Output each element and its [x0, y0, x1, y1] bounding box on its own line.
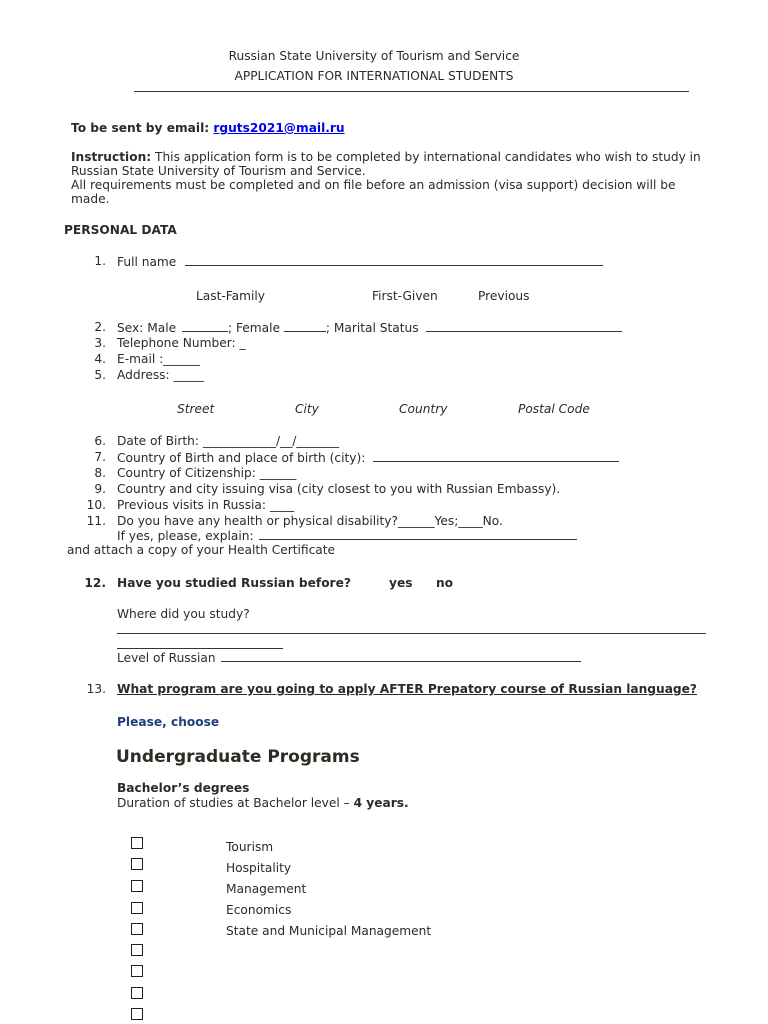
- item-number: 3.: [94, 336, 106, 350]
- instruction-line-1: [71, 150, 701, 164]
- email-line: [71, 121, 345, 135]
- instruction-text-2: Russian State University of Tourism and Service.: [71, 164, 366, 178]
- full-name-label: Full name: [117, 255, 177, 269]
- instruction-text-1: This application form is to be completed by international candidates who wish to study in: [155, 150, 701, 164]
- duration-prefix: Duration of studies at Bachelor level –: [117, 796, 354, 810]
- program-checkbox[interactable]: [131, 944, 143, 956]
- item-number: 12.: [84, 576, 106, 590]
- duration-value: 4 years.: [353, 796, 409, 810]
- last-family-caption: Last-Family: [196, 289, 265, 303]
- item-number: 9.: [94, 482, 106, 496]
- program-checkbox[interactable]: [131, 987, 143, 999]
- level-field[interactable]: [221, 650, 581, 662]
- level-label: Level of Russian: [117, 651, 216, 665]
- item-number: 8.: [94, 466, 106, 480]
- university-name: Russian State University of Tourism and Service: [228, 49, 520, 63]
- personal-data-heading: PERSONAL DATA: [64, 223, 177, 237]
- program-checkbox-state-municipal[interactable]: [131, 923, 143, 935]
- full-name-row: [117, 254, 603, 269]
- birth-place-label: Country of Birth and place of birth (city):: [117, 451, 366, 465]
- telephone-field[interactable]: Telephone Number: _: [117, 336, 246, 350]
- no-option[interactable]: no: [436, 576, 454, 590]
- program-label: Management: [226, 882, 307, 896]
- program-checkbox-economics[interactable]: [131, 902, 143, 914]
- program-checkbox[interactable]: [131, 1008, 143, 1020]
- full-name-field[interactable]: [185, 254, 603, 266]
- marital-status-label: ; Marital Status: [325, 321, 419, 335]
- please-choose: Please, choose: [117, 715, 220, 729]
- program-label: Economics: [226, 903, 292, 917]
- program-question: What program are you going to apply AFTER Prepatory course of Russian language?: [117, 682, 697, 696]
- instruction-text-4: made.: [71, 192, 110, 206]
- previous-caption: Previous: [478, 289, 530, 303]
- postal-code-caption: Postal Code: [518, 402, 590, 416]
- program-checkbox-hospitality[interactable]: [131, 858, 143, 870]
- item-number: 5.: [94, 368, 106, 382]
- explain-field[interactable]: [259, 528, 577, 540]
- yes-option[interactable]: yes: [389, 576, 413, 590]
- sex-male-field[interactable]: [182, 320, 228, 332]
- bachelor-heading: Bachelor’s degrees: [117, 781, 250, 795]
- citizenship-field[interactable]: Country of Citizenship: ______: [117, 466, 297, 480]
- explain-row: [117, 528, 577, 543]
- female-label: ; Female: [227, 321, 281, 335]
- item-number: 2.: [94, 320, 106, 334]
- country-caption: Country: [399, 402, 448, 416]
- program-checkbox-tourism[interactable]: [131, 837, 143, 849]
- header-divider: [134, 91, 689, 92]
- city-caption: City: [295, 402, 319, 416]
- where-study-label: Where did you study?: [117, 607, 250, 621]
- item-number: 1.: [94, 254, 106, 268]
- duration-line: [117, 796, 409, 810]
- visa-city-text: Country and city issuing visa (city closest to you with Russian Embassy).: [117, 482, 561, 496]
- studied-russian-question: Have you studied Russian before?: [117, 576, 351, 590]
- item-number: 7.: [94, 450, 106, 464]
- email-label: To be sent by email:: [71, 121, 210, 135]
- sex-male-label: Sex: Male: [117, 321, 177, 335]
- item-number: 13.: [86, 682, 106, 696]
- item-number: 11.: [86, 514, 106, 528]
- date-of-birth-field[interactable]: Date of Birth: ____________/__/_______: [117, 434, 340, 448]
- email-field[interactable]: E-mail :______: [117, 352, 200, 366]
- program-label: Hospitality: [226, 861, 292, 875]
- instruction-text-3: All requirements must be completed and on file before an admission (visa support) decision will be: [71, 178, 676, 192]
- previous-visits-field[interactable]: Previous visits in Russia: ____: [117, 498, 295, 512]
- item-number: 4.: [94, 352, 106, 366]
- program-label: State and Municipal Management: [226, 924, 432, 938]
- sex-marital-row: [117, 320, 622, 335]
- marital-status-field[interactable]: [426, 320, 622, 332]
- street-caption: Street: [177, 402, 215, 416]
- first-given-caption: First-Given: [372, 289, 438, 303]
- undergraduate-heading: Undergraduate Programs: [116, 747, 360, 767]
- birth-place-field[interactable]: [373, 450, 619, 462]
- program-checkbox-management[interactable]: [131, 880, 143, 892]
- email-link[interactable]: rguts2021@mail.ru: [213, 121, 345, 135]
- level-row: [117, 650, 581, 665]
- female-field[interactable]: [284, 320, 326, 332]
- item-number: 6.: [94, 434, 106, 448]
- item-number: 10.: [86, 498, 106, 512]
- explain-label: If yes, please, explain:: [117, 529, 254, 543]
- address-field[interactable]: Address: _____: [117, 368, 204, 382]
- program-checkbox[interactable]: [131, 965, 143, 977]
- where-study-field-2[interactable]: [117, 637, 283, 649]
- instruction-label: Instruction:: [71, 150, 152, 164]
- form-title: APPLICATION FOR INTERNATIONAL STUDENTS: [234, 69, 514, 83]
- where-study-field-1[interactable]: [117, 622, 706, 634]
- program-label: Tourism: [226, 840, 274, 854]
- health-certificate-note: and attach a copy of your Health Certificate: [67, 543, 336, 557]
- disability-question: Do you have any health or physical disability?______Yes;____No.: [117, 514, 503, 528]
- birth-place-row: [117, 450, 619, 465]
